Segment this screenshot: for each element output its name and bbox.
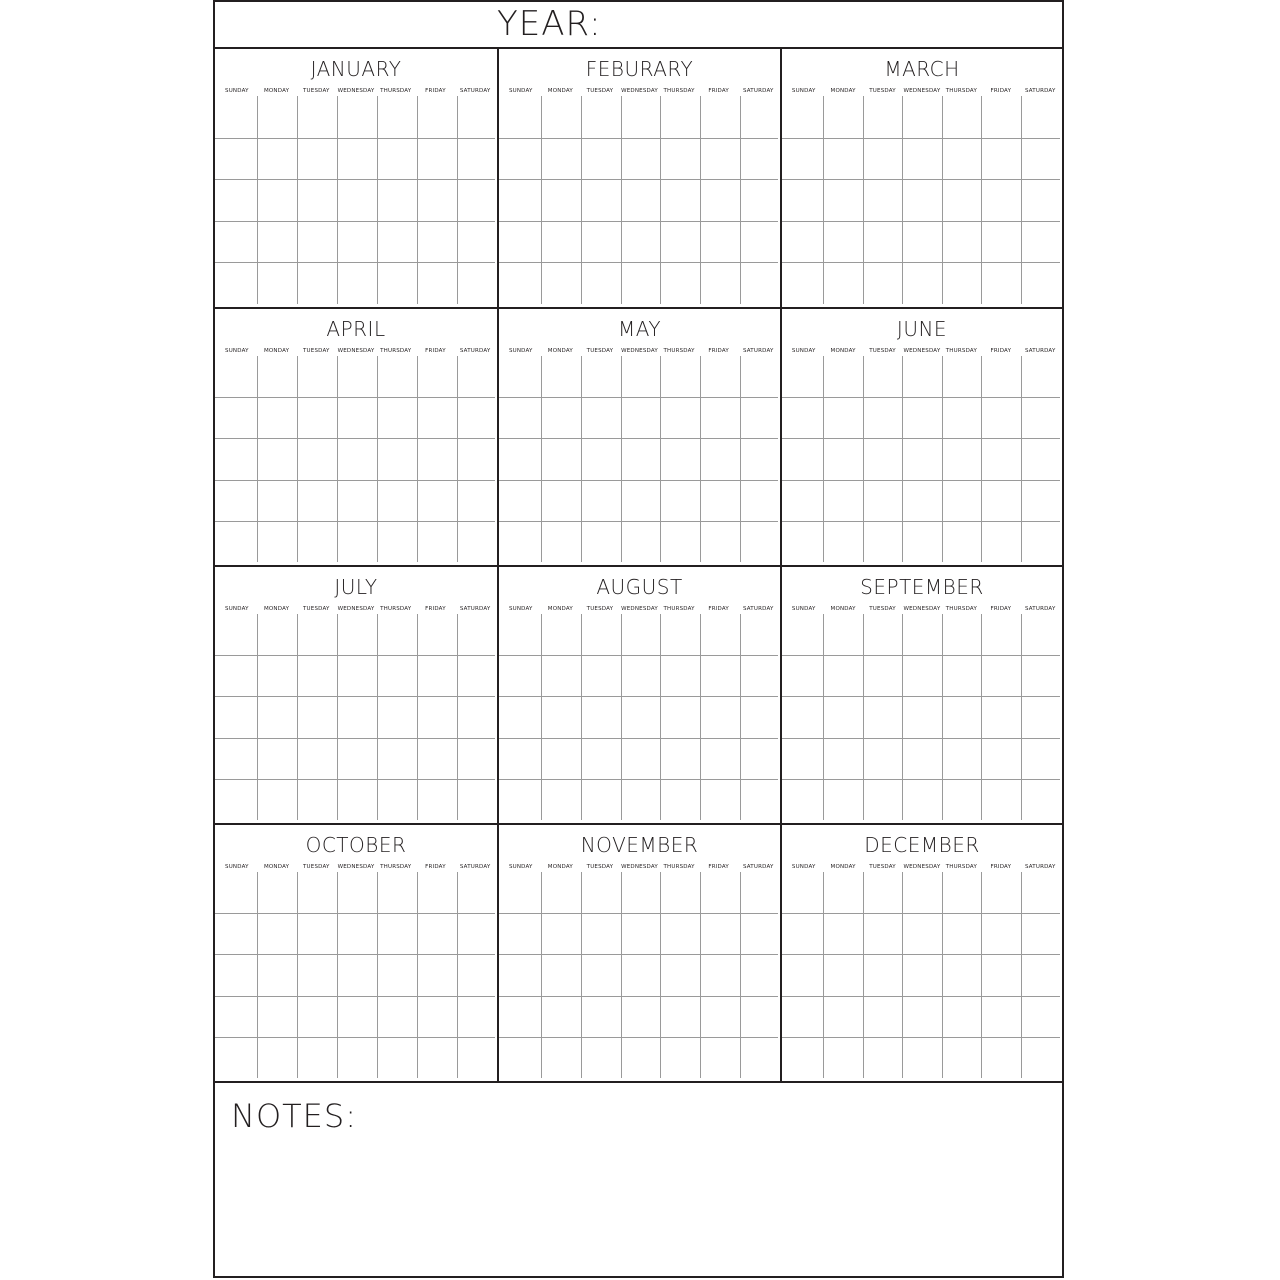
weekday-label: THURSDAY	[380, 88, 412, 94]
day-grid[interactable]	[499, 96, 778, 304]
weekday-label: MONDAY	[263, 348, 290, 354]
month-title: SEPTEMBER	[860, 575, 984, 599]
weekday-label: WEDNESDAY	[621, 88, 658, 94]
grid-column-line	[1021, 356, 1022, 562]
grid-column-line	[863, 872, 864, 1078]
grid-column-line	[942, 96, 943, 304]
weekday-label: WEDNESDAY	[337, 606, 375, 612]
grid-column-line	[457, 872, 458, 1078]
weekday-label: TUESDAY	[586, 88, 614, 94]
grid-column-line	[621, 872, 622, 1078]
weekday-label: SATURDAY	[1024, 88, 1056, 94]
grid-column-line	[417, 356, 418, 562]
grid-column-line	[823, 614, 824, 820]
grid-column-line	[541, 96, 542, 304]
grid-column-line	[740, 614, 741, 820]
weekday-label: MONDAY	[547, 864, 573, 870]
month-september	[782, 567, 1062, 825]
grid-column-line	[700, 96, 701, 304]
grid-column-line	[377, 614, 378, 820]
weekday-label: WEDNESDAY	[337, 864, 375, 870]
weekday-label: THURSDAY	[663, 88, 695, 94]
day-grid[interactable]	[499, 614, 778, 820]
grid-column-line	[621, 614, 622, 820]
month-feburary	[499, 49, 782, 309]
weekday-label: SUNDAY	[508, 88, 533, 94]
grid-column-line	[902, 614, 903, 820]
weekday-label: FRIDAY	[990, 864, 1012, 870]
month-january	[215, 49, 499, 309]
weekday-label: TUESDAY	[303, 864, 330, 870]
grid-column-line	[981, 872, 982, 1078]
grid-column-line	[337, 356, 338, 562]
month-title: JUNE	[896, 317, 948, 341]
weekday-label: TUESDAY	[869, 864, 896, 870]
weekday-label: THURSDAY	[945, 864, 978, 870]
month-title: FEBURARY	[585, 57, 694, 81]
grid-column-line	[621, 96, 622, 304]
grid-column-line	[621, 356, 622, 562]
weekday-label: FRIDAY	[708, 348, 729, 354]
weekday-label: SUNDAY	[508, 348, 533, 354]
weekday-label: MONDAY	[830, 88, 856, 94]
grid-column-line	[740, 356, 741, 562]
grid-column-line	[541, 872, 542, 1078]
grid-column-line	[740, 872, 741, 1078]
grid-column-line	[902, 356, 903, 562]
weekday-label: SUNDAY	[508, 864, 533, 870]
weekday-label: MONDAY	[547, 88, 573, 94]
weekday-label: MONDAY	[830, 348, 856, 354]
grid-column-line	[581, 96, 582, 304]
grid-column-line	[902, 96, 903, 304]
weekday-label: WEDNESDAY	[903, 864, 941, 870]
grid-column-line	[457, 96, 458, 304]
day-grid[interactable]	[215, 872, 495, 1078]
weekday-label: FRIDAY	[425, 606, 446, 612]
month-march	[782, 49, 1062, 309]
grid-column-line	[942, 614, 943, 820]
weekday-label: SATURDAY	[459, 606, 491, 612]
grid-column-line	[297, 872, 298, 1078]
month-april	[215, 309, 499, 567]
day-grid[interactable]	[782, 872, 1060, 1078]
grid-column-line	[457, 614, 458, 820]
weekday-label: TUESDAY	[303, 348, 330, 354]
month-title: OCTOBER	[305, 833, 407, 857]
weekday-label: SUNDAY	[225, 864, 249, 870]
grid-column-line	[257, 96, 258, 304]
grid-column-line	[700, 872, 701, 1078]
weekday-label: SUNDAY	[791, 606, 816, 612]
grid-column-line	[660, 96, 661, 304]
year-planner	[213, 0, 1064, 1278]
day-grid[interactable]	[215, 356, 495, 562]
grid-column-line	[700, 356, 701, 562]
weekday-label: THURSDAY	[945, 606, 978, 612]
weekday-label: WEDNESDAY	[621, 606, 658, 612]
grid-column-line	[417, 872, 418, 1078]
weekday-label: SATURDAY	[1024, 864, 1056, 870]
month-title: APRIL	[326, 317, 386, 341]
grid-column-line	[981, 614, 982, 820]
grid-column-line	[257, 356, 258, 562]
month-october	[215, 825, 499, 1083]
grid-column-line	[377, 96, 378, 304]
weekday-label: SATURDAY	[1024, 606, 1056, 612]
grid-column-line	[377, 356, 378, 562]
grid-column-line	[297, 96, 298, 304]
grid-column-line	[297, 614, 298, 820]
day-grid[interactable]	[215, 614, 495, 820]
weekday-label: SUNDAY	[508, 606, 533, 612]
grid-column-line	[660, 356, 661, 562]
grid-column-line	[1021, 614, 1022, 820]
weekday-label: SATURDAY	[742, 606, 774, 612]
month-title: JANUARY	[310, 57, 402, 81]
weekday-label: TUESDAY	[303, 606, 330, 612]
weekday-label: FRIDAY	[990, 348, 1012, 354]
month-title: MARCH	[884, 57, 960, 81]
weekday-label: WEDNESDAY	[337, 88, 375, 94]
weekday-label: SATURDAY	[459, 864, 491, 870]
weekday-label: TUESDAY	[586, 348, 614, 354]
weekday-label: WEDNESDAY	[903, 606, 941, 612]
day-grid[interactable]	[782, 614, 1060, 820]
grid-column-line	[660, 614, 661, 820]
grid-column-line	[863, 356, 864, 562]
weekday-label: THURSDAY	[945, 88, 978, 94]
month-title: MAY	[617, 317, 662, 341]
weekday-label: THURSDAY	[380, 348, 412, 354]
grid-column-line	[660, 872, 661, 1078]
day-grid[interactable]	[499, 872, 778, 1078]
weekday-label: MONDAY	[830, 606, 856, 612]
grid-column-line	[863, 614, 864, 820]
weekday-label: SATURDAY	[742, 88, 774, 94]
month-december	[782, 825, 1062, 1083]
month-august	[499, 567, 782, 825]
weekday-label: THURSDAY	[663, 606, 695, 612]
grid-column-line	[541, 614, 542, 820]
month-may	[499, 309, 782, 567]
weekday-label: SATURDAY	[742, 864, 774, 870]
grid-column-line	[700, 614, 701, 820]
notes-label: NOTES:	[231, 1097, 357, 1135]
weekday-label: SUNDAY	[791, 864, 816, 870]
weekday-label: WEDNESDAY	[621, 348, 658, 354]
weekday-label: MONDAY	[547, 348, 573, 354]
weekday-label: THURSDAY	[945, 348, 978, 354]
weekday-label: TUESDAY	[869, 348, 896, 354]
weekday-label: WEDNESDAY	[903, 88, 941, 94]
weekday-label: FRIDAY	[990, 606, 1012, 612]
weekday-label: MONDAY	[263, 606, 290, 612]
grid-column-line	[581, 614, 582, 820]
weekday-label: TUESDAY	[869, 88, 896, 94]
grid-column-line	[257, 614, 258, 820]
weekday-label: SUNDAY	[791, 88, 816, 94]
grid-column-line	[581, 356, 582, 562]
weekday-label: WEDNESDAY	[903, 348, 941, 354]
grid-column-line	[740, 96, 741, 304]
weekday-label: SATURDAY	[742, 348, 774, 354]
weekday-label: TUESDAY	[586, 864, 614, 870]
weekday-label: FRIDAY	[425, 88, 446, 94]
year-label: YEAR:	[497, 4, 602, 44]
grid-column-line	[581, 872, 582, 1078]
weekday-label: TUESDAY	[586, 606, 614, 612]
grid-column-line	[337, 872, 338, 1078]
day-grid[interactable]	[782, 96, 1060, 304]
grid-column-line	[823, 96, 824, 304]
weekday-label: THURSDAY	[663, 348, 695, 354]
grid-column-line	[417, 96, 418, 304]
grid-column-line	[1021, 96, 1022, 304]
weekday-label: SATURDAY	[459, 88, 491, 94]
grid-column-line	[981, 96, 982, 304]
grid-column-line	[297, 356, 298, 562]
weekday-label: WEDNESDAY	[337, 348, 375, 354]
month-july	[215, 567, 499, 825]
grid-column-line	[457, 356, 458, 562]
grid-column-line	[823, 356, 824, 562]
weekday-label: SUNDAY	[225, 606, 249, 612]
day-grid[interactable]	[499, 356, 778, 562]
grid-column-line	[377, 872, 378, 1078]
grid-column-line	[902, 872, 903, 1078]
weekday-label: SUNDAY	[225, 88, 249, 94]
weekday-label: MONDAY	[263, 864, 290, 870]
year-header	[215, 2, 1062, 49]
grid-column-line	[942, 872, 943, 1078]
weekday-label: FRIDAY	[425, 348, 446, 354]
weekday-label: FRIDAY	[708, 606, 729, 612]
weekday-label: SUNDAY	[225, 348, 249, 354]
month-title: AUGUST	[596, 575, 683, 599]
weekday-label: FRIDAY	[990, 88, 1012, 94]
day-grid[interactable]	[215, 96, 495, 304]
weekday-label: FRIDAY	[425, 864, 446, 870]
weekday-label: SUNDAY	[791, 348, 816, 354]
weekday-label: TUESDAY	[303, 88, 330, 94]
weekday-label: TUESDAY	[869, 606, 896, 612]
grid-column-line	[337, 96, 338, 304]
month-november	[499, 825, 782, 1083]
day-grid[interactable]	[782, 356, 1060, 562]
weekday-label: SATURDAY	[1024, 348, 1056, 354]
grid-column-line	[942, 356, 943, 562]
grid-column-line	[337, 614, 338, 820]
weekday-label: THURSDAY	[380, 606, 412, 612]
grid-column-line	[257, 872, 258, 1078]
month-title: JULY	[334, 575, 378, 599]
weekday-label: MONDAY	[263, 88, 290, 94]
grid-column-line	[1021, 872, 1022, 1078]
weekday-label: MONDAY	[830, 864, 856, 870]
weekday-label: FRIDAY	[708, 864, 729, 870]
month-title: DECEMBER	[864, 833, 980, 857]
grid-column-line	[823, 872, 824, 1078]
weekday-label: THURSDAY	[663, 864, 695, 870]
weekday-label: FRIDAY	[708, 88, 729, 94]
weekday-label: MONDAY	[547, 606, 573, 612]
grid-column-line	[417, 614, 418, 820]
grid-column-line	[863, 96, 864, 304]
grid-column-line	[541, 356, 542, 562]
month-title: NOVEMBER	[580, 833, 699, 857]
weekday-label: WEDNESDAY	[621, 864, 658, 870]
weekday-label: SATURDAY	[459, 348, 491, 354]
grid-column-line	[981, 356, 982, 562]
month-june	[782, 309, 1062, 567]
weekday-label: THURSDAY	[380, 864, 412, 870]
